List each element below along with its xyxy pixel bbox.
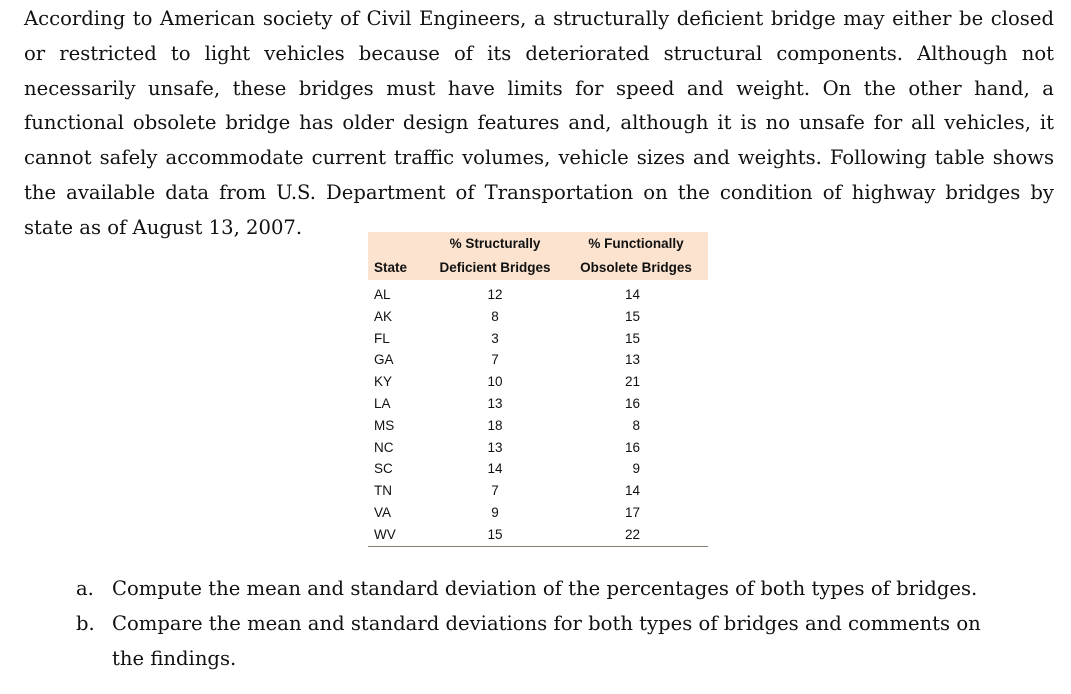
bridge-condition-table xyxy=(368,232,708,547)
table-body xyxy=(368,280,708,546)
state-column-header: State xyxy=(374,260,408,275)
question-marker: a. xyxy=(76,577,94,600)
functional-cell: 16 xyxy=(624,439,640,455)
functional-cell: 13 xyxy=(624,352,640,368)
table-row xyxy=(368,415,708,437)
structural-cell: 8 xyxy=(491,308,499,324)
table-row xyxy=(368,393,708,415)
structural-cell: 12 xyxy=(487,287,503,302)
functionally-obsolete-column-header: % Functionally Obsolete Bridges xyxy=(580,236,692,275)
table-row xyxy=(368,437,708,459)
table-row xyxy=(368,458,708,480)
structural-cell: 7 xyxy=(491,352,499,368)
table-header-row xyxy=(368,232,708,280)
state-cell: SC xyxy=(374,461,393,477)
question-text: Compare the mean and standard deviations for both types of bridges and comments on the findings. xyxy=(112,611,981,670)
question-text: Compute the mean and standard deviation of the percentages of both types of bridges. xyxy=(112,577,978,600)
table-row xyxy=(368,480,708,502)
state-cell: FL xyxy=(374,330,390,346)
structural-cell: 10 xyxy=(487,374,503,390)
state-cell: LA xyxy=(374,395,391,411)
structural-cell: 13 xyxy=(487,395,503,411)
structural-cell: 14 xyxy=(487,461,503,477)
question-a xyxy=(76,572,1006,607)
intro-paragraph: According to American society of Civil Engineers, a structurally deficient bridge may either be closed or restricted to light vehicles because of its deteriorated structural components. Although not necessarily unsafe, these bridges must have limits for speed and weight. On the other hand, a functional obsolete bridge has older design features and, although it is no unsafe for all vehicles, it cannot safely accommodate current traffic volumes, vehicle sizes and weights. Following table shows the available data from U.S. Department of Transportation on the condition of highway bridges by state as of August 13, 2007. xyxy=(24,7,1054,239)
state-cell: TN xyxy=(374,483,392,499)
question-b xyxy=(76,607,1006,677)
state-cell: AL xyxy=(374,287,391,302)
functional-cell: 8 xyxy=(632,417,640,433)
state-cell: MS xyxy=(374,417,395,433)
functional-cell: 15 xyxy=(624,308,640,324)
functional-cell: 16 xyxy=(624,395,640,411)
table-row xyxy=(368,371,708,393)
structural-cell: 9 xyxy=(491,504,499,520)
functional-cell: 21 xyxy=(624,374,640,390)
structural-cell: 13 xyxy=(487,439,503,455)
structural-cell: 3 xyxy=(491,330,499,346)
functional-cell: 22 xyxy=(564,524,708,546)
table-row xyxy=(368,280,708,306)
structural-cell: 7 xyxy=(491,483,499,499)
functional-cell: 14 xyxy=(624,483,640,499)
table-row xyxy=(368,349,708,371)
state-cell: KY xyxy=(374,374,393,390)
state-cell: VA xyxy=(374,504,392,520)
structurally-deficient-column-header: % Structurally Deficient Bridges xyxy=(439,236,551,275)
question-list xyxy=(76,572,1006,676)
functional-cell: 9 xyxy=(632,461,640,477)
structural-cell: 15 xyxy=(426,524,564,546)
bridge-condition-table-container xyxy=(368,232,708,547)
table-row xyxy=(368,328,708,350)
question-marker: b. xyxy=(76,611,95,635)
functional-cell: 14 xyxy=(624,287,640,302)
table-row xyxy=(368,524,708,546)
table-row xyxy=(368,502,708,524)
functional-cell: 15 xyxy=(624,330,640,346)
state-cell: WV xyxy=(368,524,426,546)
table-row xyxy=(368,306,708,328)
state-cell: AK xyxy=(374,308,393,324)
structural-cell: 18 xyxy=(487,417,503,433)
state-cell: GA xyxy=(374,352,394,368)
state-cell: NC xyxy=(374,439,394,455)
functional-cell: 17 xyxy=(624,504,640,520)
